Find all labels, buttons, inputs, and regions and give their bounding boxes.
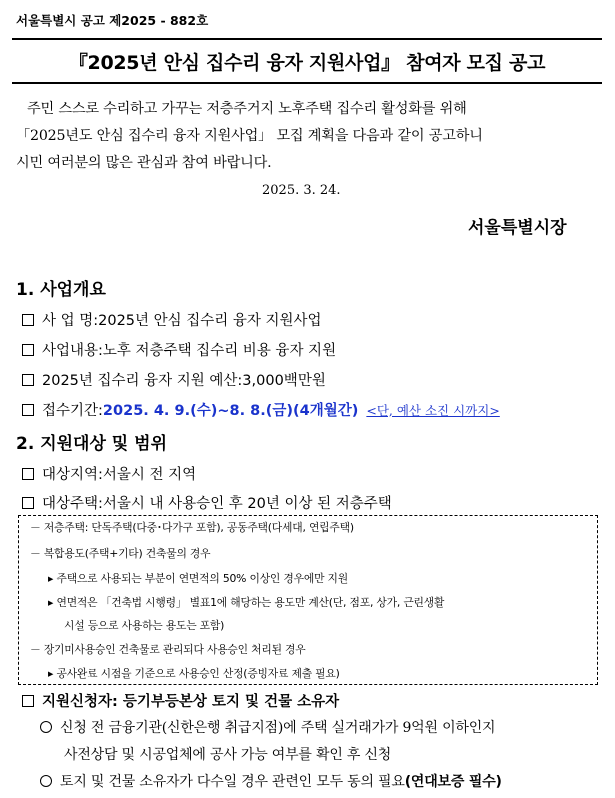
section1-item-content <box>22 339 336 360</box>
notice-date: 2025. 3. 24. <box>262 183 341 198</box>
item-value: 3,000백만원 <box>242 373 326 389</box>
condition-1-cont: 사전상담 및 시공업체에 공사 가능 여부를 확인 후 신청 <box>64 747 392 763</box>
condition-2: 토지 및 건물 소유자가 다수일 경우 관련인 모두 동의 필요(연대보증 필수) <box>40 771 502 791</box>
detail-mixed-use: － 복합용도(주택+기타) 건축물의 경우 <box>30 547 211 560</box>
detail-floor-area: ▸ 연면적은 「건축법 시행령」 별표1에 해당하는 용도만 계산(단, 점포, 상가, 근린생활 <box>48 596 445 609</box>
issuer: 서울특별시장 <box>468 218 567 238</box>
title-box <box>12 38 602 84</box>
section2-item-housing <box>22 492 392 513</box>
intro-line-2: 「2025년도 안심 집수리 융자 지원사업」 모집 계획을 다음과 같이 공고하니 <box>16 128 483 144</box>
intro-line-1: 주민 스스로 수리하고 가꾸는 저층주거지 노후주택 집수리 활성화를 위해 <box>27 101 467 117</box>
item-value: 서울시 내 사용승인 후 20년 이상 된 저층주택 <box>102 496 392 512</box>
item-value: 2025년 안심 집수리 융자 지원사업 <box>98 313 322 329</box>
checkbox-icon <box>22 344 34 356</box>
circle-icon <box>40 775 52 787</box>
section1-item-period <box>22 399 500 420</box>
period-note: <단, 예산 소진 시까지> <box>366 402 500 418</box>
bullet-icon: ▸ <box>48 667 54 680</box>
checkbox-icon <box>22 497 34 509</box>
item-value: 지원신청자: 등기부등본상 토지 및 건물 소유자 <box>42 694 340 710</box>
detail-long-unapproved: － 장기미사용승인 건축물로 관리되다 사용승인 처리된 경우 <box>30 643 306 656</box>
checkbox-icon <box>22 314 34 326</box>
detail-floor-area-cont: 시설 등으로 사용하는 용도는 포함) <box>64 619 225 632</box>
item-value: 노후 저층주택 집수리 비용 융자 지원 <box>102 343 337 359</box>
section1-item-budget <box>22 369 326 390</box>
item-label: 대상지역: <box>42 467 103 483</box>
item-label: 사 업 명: <box>42 313 99 329</box>
section2-heading: 2. 지원대상 및 범위 <box>16 434 167 454</box>
detail-lowrise: － 저층주택: 단독주택(다중･다가구 포함), 공동주택(다세대, 연립주택) <box>30 521 354 534</box>
intro-line-3: 시민 여러분의 많은 관심과 참여 바랍니다. <box>16 155 272 171</box>
page-title: 『2025년 안심 집수리 융자 지원사업』 참여자 모집 공고 <box>68 52 546 74</box>
bullet-icon: ▸ <box>48 572 54 585</box>
item-value: 서울시 전 지역 <box>102 467 197 483</box>
checkbox-icon <box>22 695 34 707</box>
detail-residential-ratio: ▸ 주택으로 사용되는 부분이 연면적의 50% 이상인 경우에만 지원 <box>48 572 349 585</box>
joint-guarantee-note: (연대보증 필수) <box>404 774 502 790</box>
item-label: 대상주택: <box>42 496 103 512</box>
item-label: 접수기간: <box>42 403 103 419</box>
section2-item-applicant <box>22 690 339 711</box>
item-value: 2025. 4. 9.(수)~8. 8.(금)(4개월간) <box>102 403 359 419</box>
checkbox-icon <box>22 404 34 416</box>
notice-number: 서울특별시 공고 제2025 - 882호 <box>16 13 209 28</box>
checkbox-icon <box>22 468 34 480</box>
section2-item-region <box>22 463 196 484</box>
bullet-icon: ▸ <box>48 596 54 609</box>
circle-icon <box>40 721 52 733</box>
section1-item-name <box>22 309 322 330</box>
section1-heading: 1. 사업개요 <box>16 280 106 300</box>
detail-completion: ▸ 공사완료 시점을 기준으로 사용승인 산정(증빙자료 제출 필요) <box>48 667 340 680</box>
item-label: 사업내용: <box>42 343 103 359</box>
condition-1: 신청 전 금융기관(신한은행 취급지점)에 주택 실거래가가 9억원 이하인지 <box>40 717 495 737</box>
checkbox-icon <box>22 374 34 386</box>
item-label: 2025년 집수리 융자 지원 예산: <box>42 373 243 389</box>
